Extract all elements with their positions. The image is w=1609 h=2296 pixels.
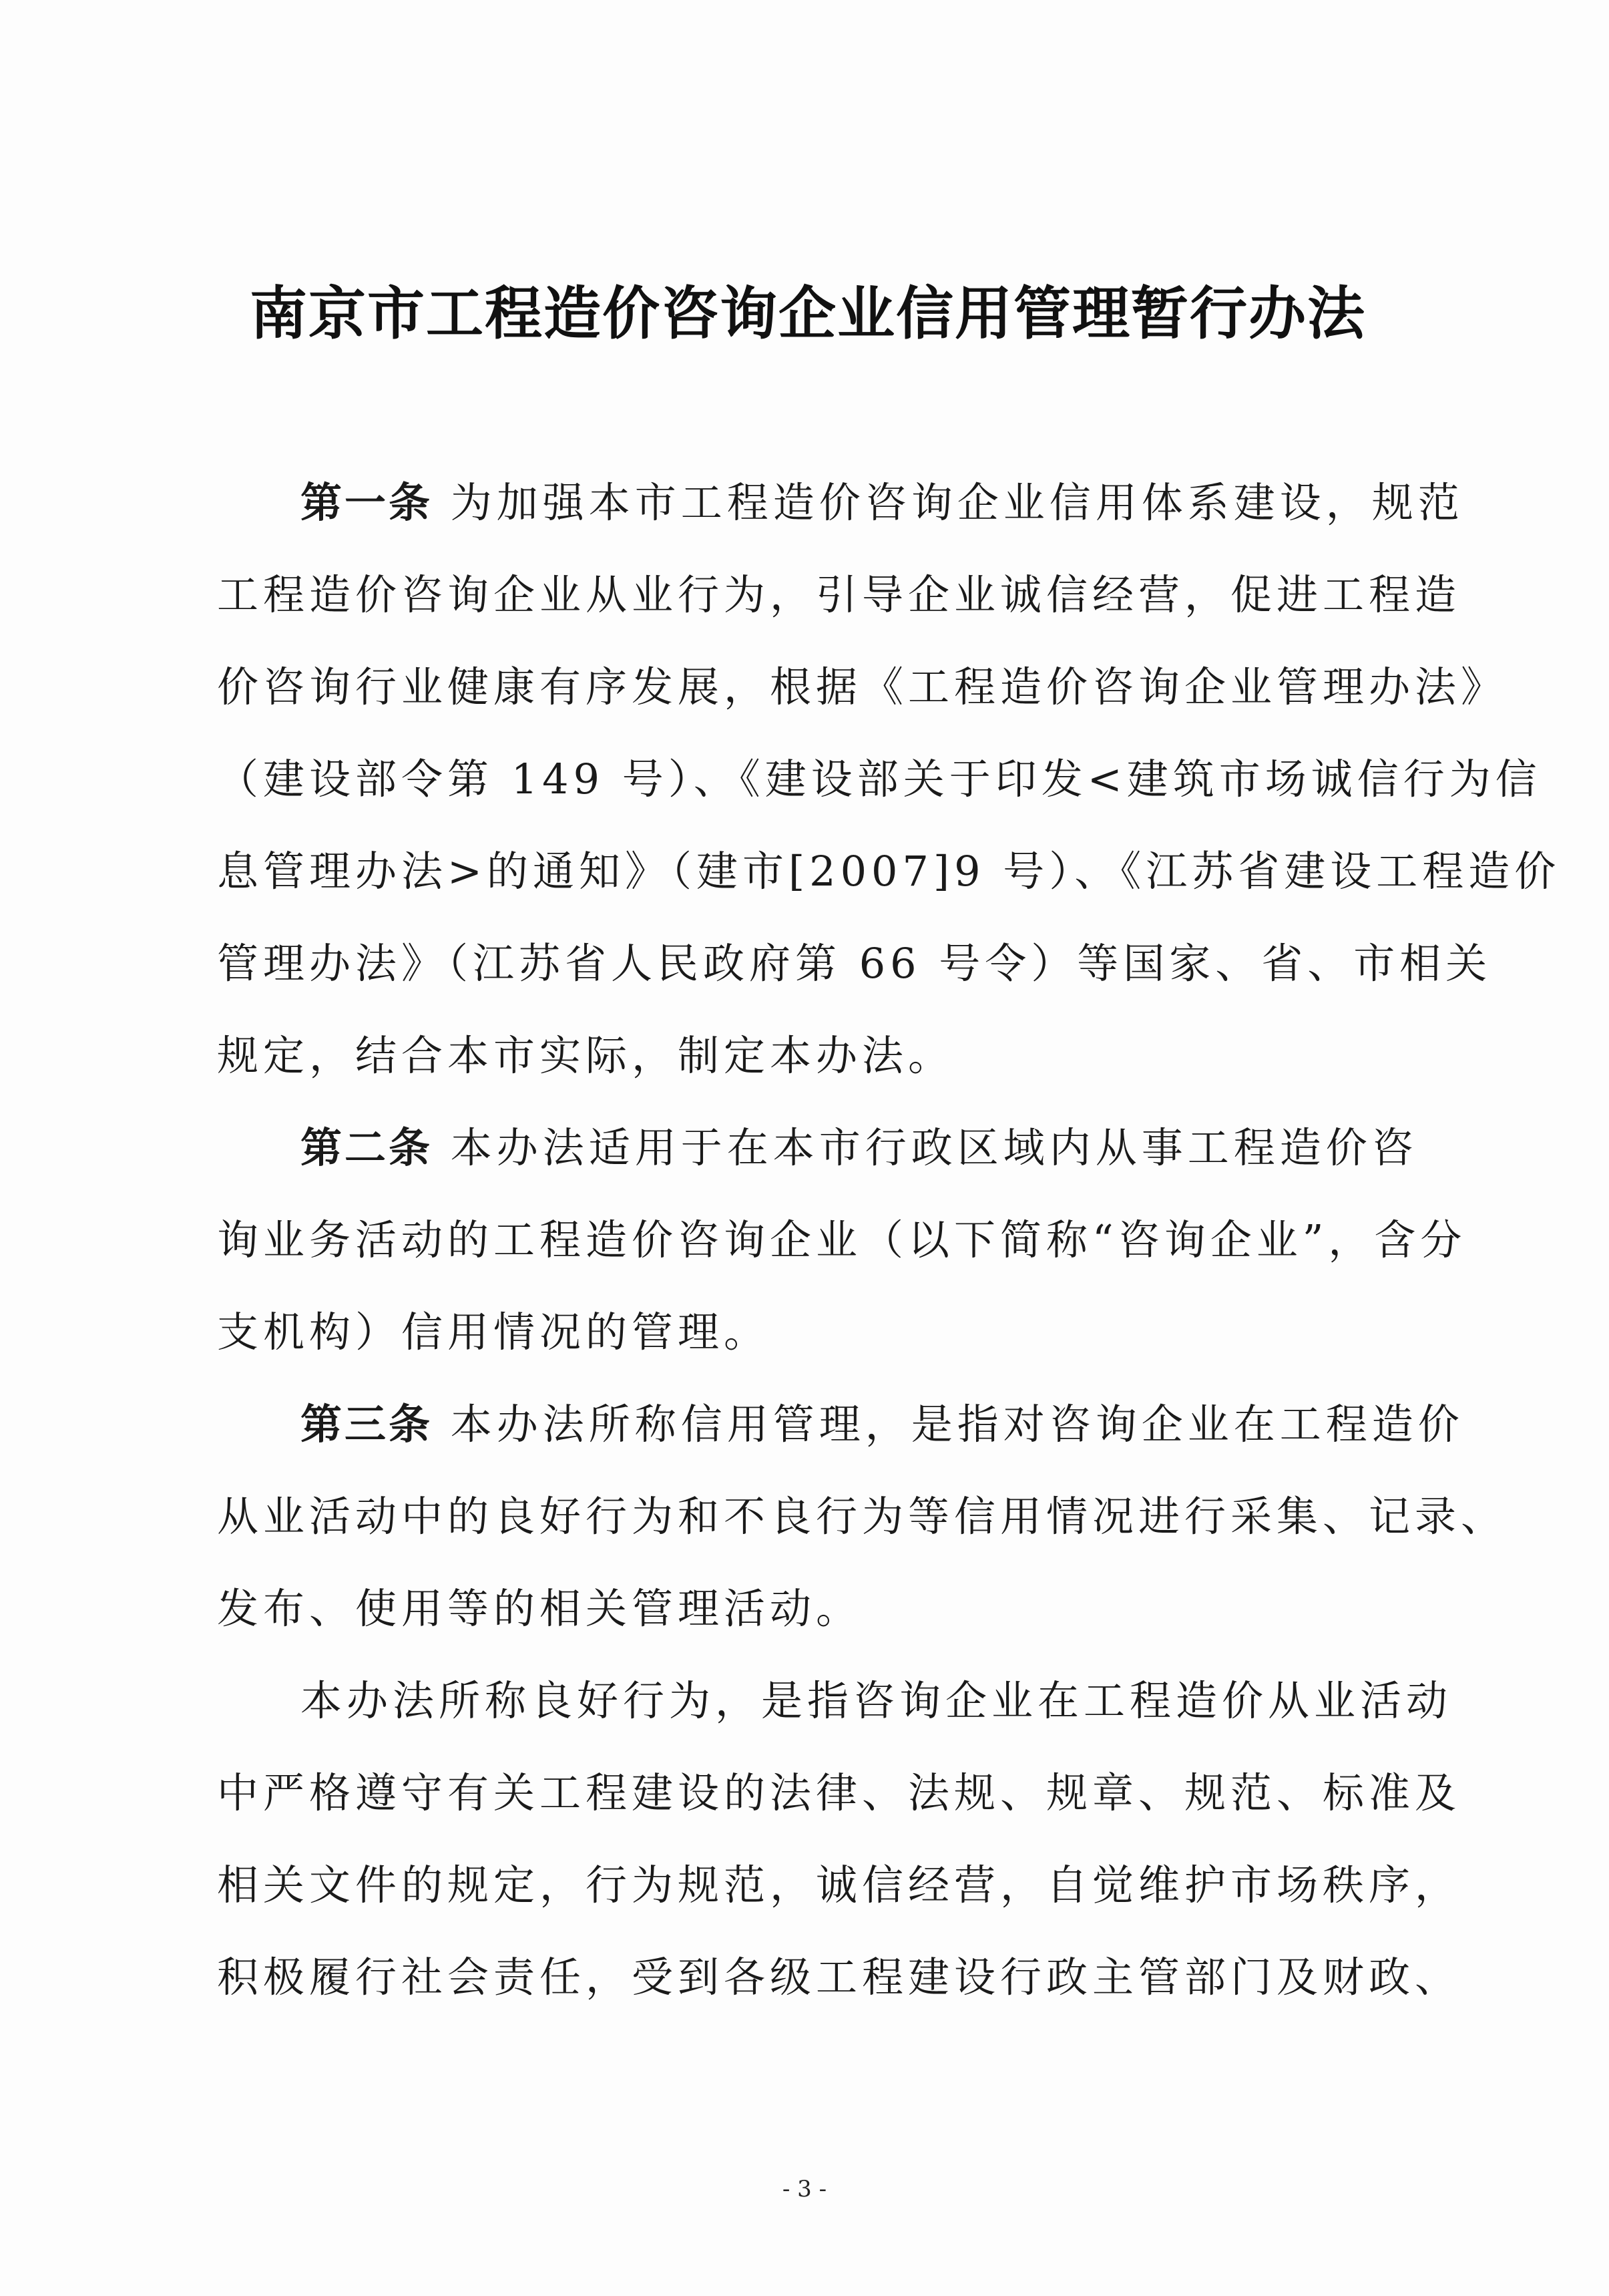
- article-1-line: 息管理办法>的通知》（建市[2007]9 号）、《江苏省建设工程造价: [217, 847, 1561, 896]
- article-1-line: 规定，结合本市实际，制定本办法。: [217, 1031, 955, 1080]
- paragraph-4-line: 中严格遵守有关工程建设的法律、法规、规章、规范、标准及: [217, 1768, 1461, 1817]
- article-3-line: 从业活动中的良好行为和不良行为等信用情况进行采集、记录、: [217, 1492, 1508, 1541]
- document-title: 南京市工程造价咨询企业信用管理暂行办法: [250, 280, 1366, 347]
- article-3-line: 发布、使用等的相关管理活动。: [217, 1584, 863, 1633]
- paragraph-4-line: 本办法所称良好行为，是指咨询企业在工程造价从业活动: [300, 1676, 1453, 1725]
- article-3-line: 本办法所称信用管理，是指对咨询企业在工程造价: [450, 1400, 1464, 1449]
- paragraph-4-line: 积极履行社会责任，受到各级工程建设行政主管部门及财政、: [217, 1953, 1461, 2001]
- article-1-line: 为加强本市工程造价咨询企业信用体系建设，规范: [450, 478, 1464, 527]
- article-1-first-line: [217, 457, 1464, 549]
- article-2-line: 支机构）信用情况的管理。: [217, 1308, 770, 1356]
- article-2-line: 询业务活动的工程造价咨询企业（以下简称“咨询企业”，含分: [217, 1215, 1467, 1264]
- article-1-line: 管理办法》（江苏省人民政府第 66 号令）等国家、省、市相关: [217, 939, 1492, 988]
- article-1-label: 第一条: [300, 478, 433, 527]
- article-1-line: 工程造价咨询企业从业行为，引导企业诚信经营，促进工程造: [217, 570, 1461, 619]
- paragraph-4-line: 相关文件的规定，行为规范，诚信经营，自觉维护市场秩序，: [217, 1861, 1461, 1909]
- article-3-label: 第三条: [300, 1400, 433, 1449]
- article-2-label: 第二条: [300, 1123, 433, 1172]
- article-1-line: 价咨询行业健康有序发展，根据《工程造价咨询企业管理办法》: [217, 662, 1508, 711]
- document-body: [217, 457, 1561, 2024]
- article-1-line: （建设部令第 149 号）、《建设部关于印发<建筑市场诚信行为信: [217, 755, 1542, 803]
- article-2-first-line: [217, 1102, 1419, 1194]
- page-number: - 3 -: [782, 2176, 827, 2203]
- article-2-line: 本办法适用于在本市行政区域内从事工程造价咨: [450, 1123, 1418, 1172]
- article-3-first-line: [217, 1378, 1464, 1471]
